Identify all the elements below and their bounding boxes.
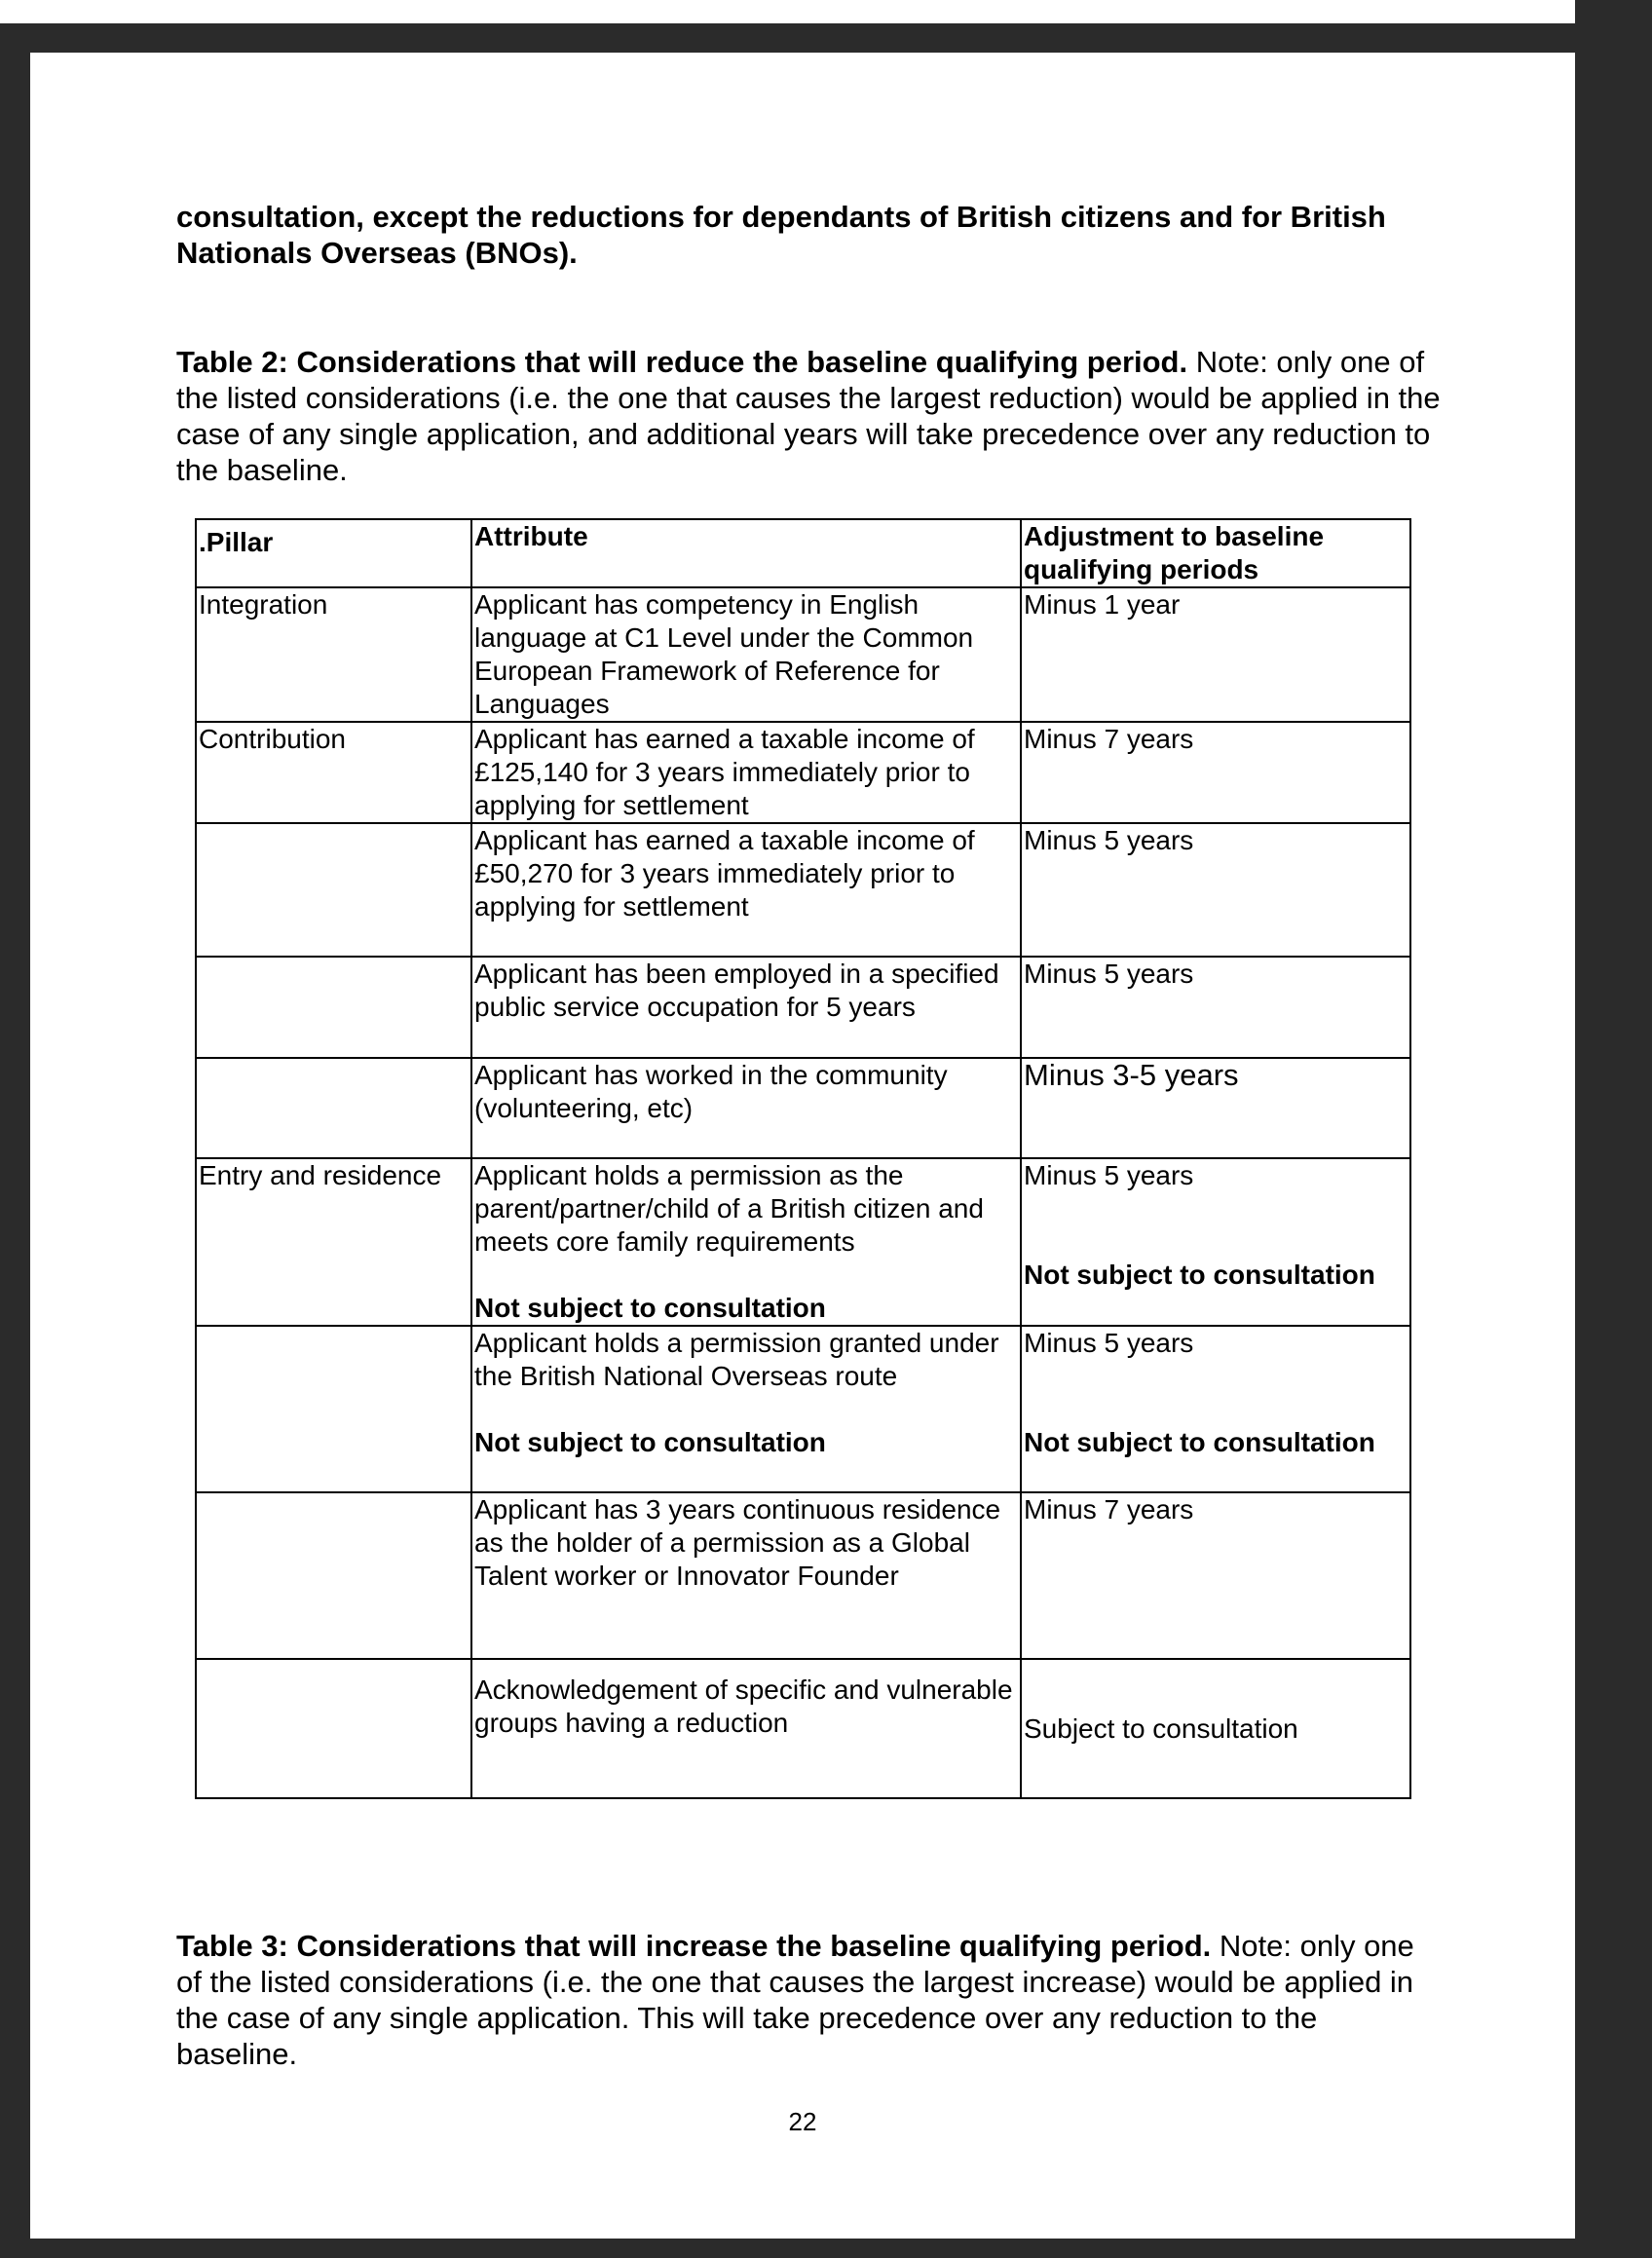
pillar-cell: Integration xyxy=(196,587,471,722)
header-adjustment: Adjustment to baseline qualifying periods xyxy=(1021,519,1410,587)
adjustment-text: Minus 5 years xyxy=(1024,1160,1194,1190)
adjustment-text: Minus 5 years xyxy=(1024,1328,1194,1358)
not-subject-note: Not subject to consultation xyxy=(474,1293,826,1323)
attribute-cell xyxy=(471,1326,1021,1492)
table-row xyxy=(196,1158,1410,1326)
attribute-cell: Applicant has 3 years continuous residence as the holder of a permission as a Global Talent worker or Innovator Founder xyxy=(471,1492,1021,1659)
previous-page-edge xyxy=(0,0,1575,23)
header-pillar: .Pillar xyxy=(196,519,471,587)
adjustment-cell: Minus 7 years xyxy=(1021,722,1410,823)
pillar-cell: Contribution xyxy=(196,722,471,823)
table-row xyxy=(196,587,1410,722)
attribute-cell: Applicant has competency in English language at C1 Level under the Common European Framework of Reference for Languages xyxy=(471,587,1021,722)
not-subject-note: Not subject to consultation xyxy=(1024,1260,1375,1290)
attribute-text: Applicant holds a permission granted under the British National Overseas route xyxy=(474,1328,999,1391)
attribute-cell xyxy=(471,1158,1021,1326)
table-row xyxy=(196,1058,1410,1158)
table-row xyxy=(196,1492,1410,1659)
table-row xyxy=(196,722,1410,823)
pillar-cell xyxy=(196,1492,471,1659)
table2-caption xyxy=(176,344,1443,488)
table3-caption-note: Note: only one of the listed considerations (i.e. the one that causes the largest increase) would be applied in the case of any single application. This will take precedence over any reduction to the baseline. xyxy=(176,1929,1414,2071)
table2 xyxy=(195,518,1411,1799)
table3-caption xyxy=(176,1928,1443,2072)
pillar-cell xyxy=(196,957,471,1058)
table-row xyxy=(196,957,1410,1058)
pillar-cell xyxy=(196,1058,471,1158)
attribute-cell: Acknowledgement of specific and vulnerable groups having a reduction xyxy=(471,1659,1021,1798)
intro-paragraph: consultation, except the reductions for dependants of British citizens and for British Nationals Overseas (BNOs). xyxy=(176,200,1386,270)
table-row xyxy=(196,1659,1410,1798)
attribute-cell: Applicant has earned a taxable income of £50,270 for 3 years immediately prior to applying for settlement xyxy=(471,823,1021,957)
table2-header-row xyxy=(196,519,1410,587)
adjustment-cell xyxy=(1021,1158,1410,1326)
not-subject-note: Not subject to consultation xyxy=(474,1427,826,1457)
adjustment-cell: Minus 3-5 years xyxy=(1021,1058,1410,1158)
adjustment-cell: Minus 1 year xyxy=(1021,587,1410,722)
pillar-cell xyxy=(196,1659,471,1798)
adjustment-cell: Minus 7 years xyxy=(1021,1492,1410,1659)
not-subject-note: Not subject to consultation xyxy=(1024,1427,1375,1457)
adjustment-cell: Subject to consultation xyxy=(1021,1659,1410,1798)
attribute-cell: Applicant has worked in the community (volunteering, etc) xyxy=(471,1058,1021,1158)
pillar-cell xyxy=(196,823,471,957)
table2-caption-title: Table 2: Considerations that will reduce the baseline qualifying period. xyxy=(176,345,1188,379)
pillar-cell xyxy=(196,1326,471,1492)
adjustment-cell: Minus 5 years xyxy=(1021,957,1410,1058)
attribute-text: Applicant holds a permission as the parent/partner/child of a British citizen and meets core family requirements xyxy=(474,1160,984,1257)
attribute-cell: Applicant has earned a taxable income of £125,140 for 3 years immediately prior to applying for settlement xyxy=(471,722,1021,823)
attribute-cell: Applicant has been employed in a specified public service occupation for 5 years xyxy=(471,957,1021,1058)
header-attribute: Attribute xyxy=(471,519,1021,587)
document-page xyxy=(30,53,1575,2239)
table-row xyxy=(196,823,1410,957)
adjustment-cell xyxy=(1021,1326,1410,1492)
page-number: 22 xyxy=(788,2107,817,2136)
table-row xyxy=(196,1326,1410,1492)
pillar-cell: Entry and residence xyxy=(196,1158,471,1326)
table2-caption-note: Note: only one of the listed considerations (i.e. the one that causes the largest reduction) would be applied in the case of any single application, and additional years will take precedence over any reduction to the baseline. xyxy=(176,345,1441,487)
table3-caption-title: Table 3: Considerations that will increase the baseline qualifying period. xyxy=(176,1929,1212,1963)
adjustment-cell: Minus 5 years xyxy=(1021,823,1410,957)
